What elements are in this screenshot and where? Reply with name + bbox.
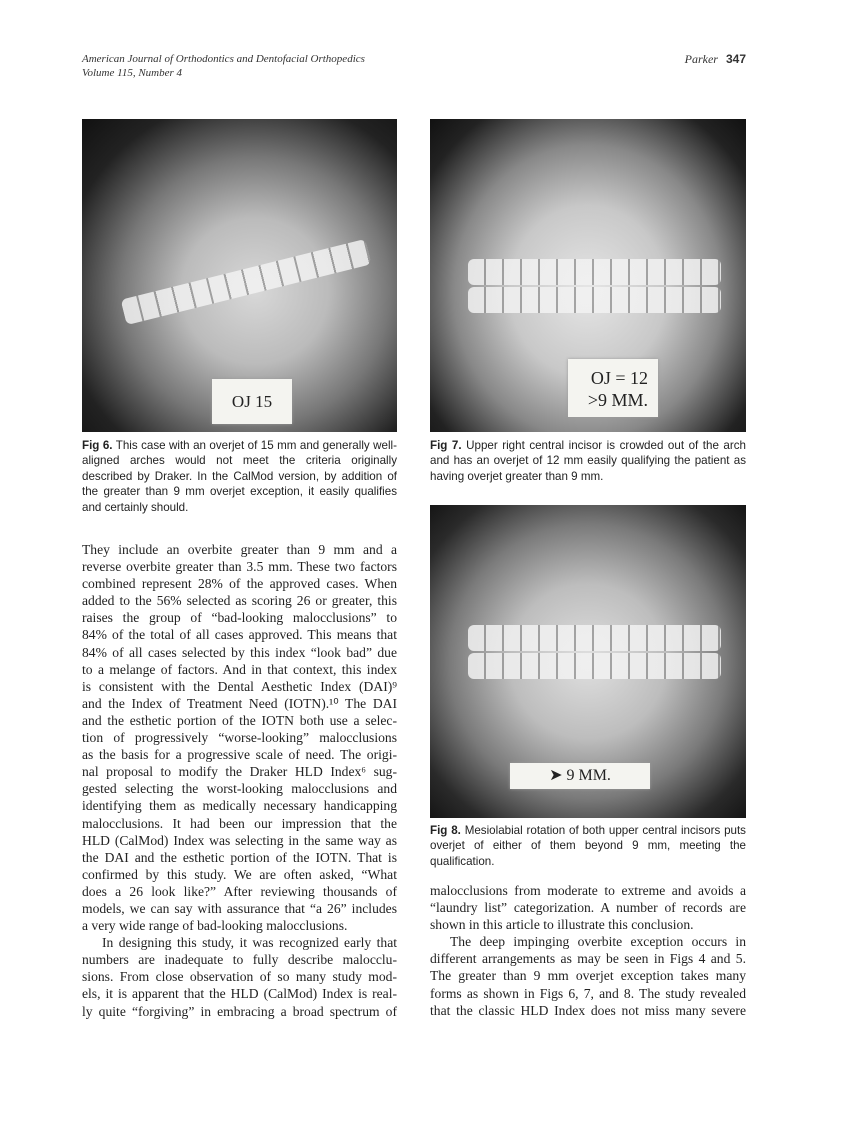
dental-cast-teeth <box>468 625 721 651</box>
card-text: ➤ 9 MM. <box>549 767 611 784</box>
figure-7-caption <box>430 438 746 484</box>
text-line: els, it is apparent that the HLD (CalMod) Index is real- <box>82 986 397 1002</box>
caption-label: Fig 8. <box>430 824 461 837</box>
figure-8-label-card <box>510 763 650 789</box>
page-number: 347 <box>725 52 746 66</box>
card-text: OJ = 12 <box>590 368 648 388</box>
text-line: is consistent with the Dental Aesthetic Index (DAI)⁹ <box>82 678 397 694</box>
figure-6-caption <box>82 438 397 515</box>
running-header-right <box>685 52 746 66</box>
dental-cast-teeth <box>468 653 721 679</box>
text-line: does a 26 look like?” After reviewing thousands of <box>82 883 397 899</box>
text-line: combined represent 28% of the approved cases. When <box>82 576 397 592</box>
figure-7-label-card <box>568 359 658 417</box>
text-line: different arrangements as may be seen in Figs 4 and 5. <box>430 951 746 967</box>
text-line: 84% of the total of all cases approved. This means that <box>82 627 397 643</box>
text-line: gested selecting the worst-looking malocclusions and <box>82 781 397 797</box>
journal-title: American Journal of Orthodontics and Dentofacial Orthopedics <box>82 53 365 65</box>
figure-7-photo <box>430 119 746 432</box>
journal-volume: Volume 115, Number 4 <box>82 67 183 79</box>
text-line: shown in this article to illustrate this conclusion. <box>430 917 694 933</box>
text-line: 84% of all cases selected by this index “look bad” due <box>82 644 397 660</box>
text-line: to a melange of factors. And in that context, this index <box>82 661 397 677</box>
text-line: tion of progressively “worse-looking” malocclusions <box>82 730 397 746</box>
body-text-right-column <box>430 882 746 1019</box>
text-line: a very wide range of bad-looking malocclusions. <box>82 918 348 934</box>
card-text: >9 MM. <box>587 390 648 410</box>
text-line: The greater than 9 mm overjet exception takes many <box>430 968 746 984</box>
text-line: malocclusions. It had been our impression that the <box>82 815 397 831</box>
text-line: sions. From close observation of so many study mod- <box>82 969 397 985</box>
text-line: ly quite “forgiving” in embracing a broad spectrum of <box>82 1003 397 1019</box>
card-text: OJ 15 <box>231 392 273 411</box>
text-line: numbers are inadequate to fully describe malocclu- <box>82 952 397 968</box>
dental-cast-teeth <box>468 287 721 313</box>
text-line: HLD (CalMod) Index was selecting in the same way as <box>82 832 397 848</box>
caption-label: Fig 6. <box>82 439 113 452</box>
caption-label: Fig 7. <box>430 439 462 452</box>
text-line: and the esthetic portion of the IOTN both use a selec- <box>82 712 397 728</box>
figure-8-caption <box>430 823 746 869</box>
text-line: They include an overbite greater than 9 mm and a <box>82 542 397 557</box>
text-line: as the basis for a progressive scale of need. The origi- <box>82 747 397 763</box>
text-line: added to the 56% selected as scoring 26 or greater, this <box>82 593 397 609</box>
author-name: Parker <box>684 52 718 66</box>
caption-text: Upper right central incisor is crowded out of the arch and has an overjet of 12 mm easily qualifying the patient as having overjet greater than 9 mm. <box>430 439 746 483</box>
caption-text: Mesiolabial rotation of both upper central incisors puts overjet of either of them beyond 9 mm, meeting the qualification. <box>430 824 746 868</box>
text-line: The deep impinging overbite exception occurs in <box>450 934 746 950</box>
text-line: and the Index of Treatment Need (IOTN).¹⁰ The DAI <box>82 695 397 711</box>
dental-cast-teeth <box>120 239 371 325</box>
text-line: reverse overbite greater than 3.5 mm. These two factors <box>82 559 397 575</box>
text-line: the DAI and the esthetic portion of the IOTN. That is <box>82 849 397 865</box>
running-header-left <box>82 52 365 80</box>
text-line: raises the group of “bad-looking malocclusions” to <box>82 610 397 626</box>
text-line: In designing this study, it was recognized early that <box>102 935 397 951</box>
body-text-left-column <box>82 541 397 1020</box>
text-line: malocclusions from moderate to extreme and avoids a <box>430 883 746 898</box>
dental-cast-teeth <box>468 259 721 285</box>
text-line: that the classic HLD Index does not miss many severe <box>430 1002 746 1018</box>
text-line: confirmed by this study. We are often asked, “What <box>82 866 397 882</box>
text-line: forms as shown in Figs 6, 7, and 8. The study revealed <box>430 985 746 1001</box>
text-line: models, we can say with assurance that “a 26” includes <box>82 900 397 916</box>
figure-6-label-card <box>212 379 292 424</box>
caption-text: This case with an overjet of 15 mm and generally well-aligned arches would not meet the criteria originally described by Draker. In the CalMod version, by addition of the greater than 9 mm overjet exception, it easily qualifies and certainly should. <box>82 439 397 514</box>
text-line: nal proposal to modify the Draker HLD Index⁶ sug- <box>82 764 397 780</box>
figure-8-photo <box>430 505 746 818</box>
text-line: “laundry list” categorization. A number of records are <box>430 900 746 916</box>
text-line: identifying them as medically necessary handicapping <box>82 798 397 814</box>
figure-6-photo <box>82 119 397 432</box>
